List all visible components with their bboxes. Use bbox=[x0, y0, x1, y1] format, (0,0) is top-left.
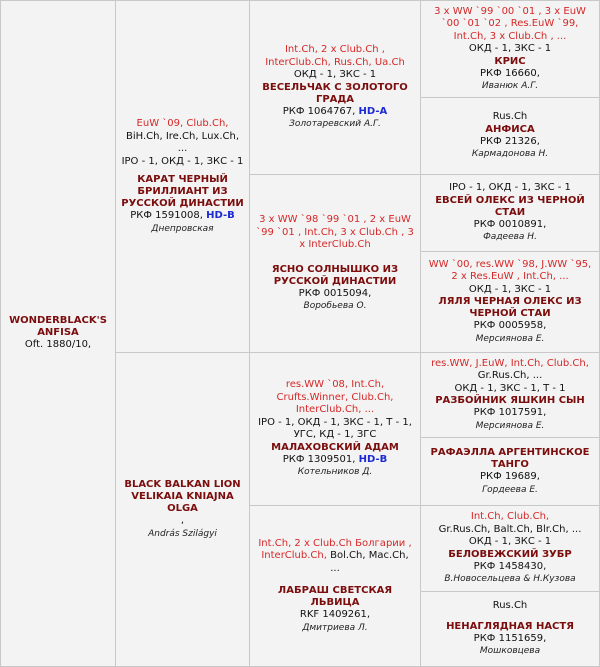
dd-reg: RKF 1409261, bbox=[299, 609, 371, 621]
dss-grades: ОКД - 1, ЗКС - 1, Т - 1 bbox=[454, 382, 566, 394]
sss-titles: 3 x WW `99 `00 `01 , 3 x EuW `00 `01 `02 , Res.EuW `99, Int.Ch, 3 x Club.Ch , ... bbox=[434, 5, 586, 42]
ds-owner: Котельников Д. bbox=[297, 467, 373, 478]
sdd-owner: Мерсиянова Е. bbox=[475, 333, 545, 344]
sire-owner: Днепровская bbox=[151, 223, 214, 234]
dsd-owner: Гордеева Е. bbox=[482, 484, 538, 495]
ds-titles-3: InterClub.Ch, ... bbox=[295, 404, 375, 416]
sire-titles: EuW `09, Club.Ch, bbox=[136, 118, 229, 129]
sdd-name[interactable]: ЛЯЛЯ ЧЕРНАЯ ОЛЕКС ИЗ ЧЕРНОЙ СТАИ bbox=[438, 296, 582, 320]
dd-titles-2-line bbox=[261, 550, 408, 563]
sds-grades: IPO - 1, ОКД - 1, ЗКС - 1 bbox=[449, 182, 571, 194]
ssd-name[interactable]: АНФИСА bbox=[485, 123, 535, 135]
ds-reg: РКФ 1309501, bbox=[282, 453, 356, 465]
ssd-reg: РКФ 21326, bbox=[480, 135, 540, 147]
sire-reg-line bbox=[130, 210, 234, 223]
ss-titles: Int.Ch, 2 x Club.Ch , bbox=[284, 44, 385, 56]
dss-cell bbox=[420, 352, 600, 438]
ddd-cell bbox=[420, 591, 600, 667]
ddd-owner: Мошковцева bbox=[479, 646, 541, 657]
sire-titles-3: ... bbox=[177, 143, 188, 154]
dam-separator: , bbox=[180, 515, 185, 526]
dsd-reg: РКФ 19689, bbox=[480, 471, 540, 482]
dd-titles-2: InterClub.Ch, bbox=[261, 550, 327, 562]
sd-owner: Воробьева О. bbox=[303, 301, 367, 312]
dds-cell bbox=[420, 505, 600, 592]
root-name[interactable]: WONDERBLACK'S ANFISA bbox=[9, 315, 107, 339]
dds-titles-2: Gr.Rus.Ch, Balt.Ch, Blr.Ch, ... bbox=[438, 523, 582, 535]
ssd-owner: Кармадонова Н. bbox=[471, 149, 549, 160]
dd-titles-3: ... bbox=[330, 562, 340, 574]
ds-cell bbox=[249, 352, 421, 506]
dam-name[interactable]: BLACK BALKAN LION VELIKAIA KNIAJNA OLGA bbox=[124, 479, 241, 514]
root-sub: Oft. 1880/10, bbox=[24, 339, 92, 351]
dss-titles-2: Gr.Rus.Ch, ... bbox=[477, 370, 543, 382]
sds-cell bbox=[420, 174, 600, 252]
sss-owner: Иванюк А.Г. bbox=[481, 81, 539, 91]
pedigree-root-cell bbox=[0, 0, 116, 667]
ddd-titles: Rus.Ch bbox=[492, 600, 528, 612]
dsd-name[interactable]: РАФАЭЛЛА АРГЕНТИНСКОЕ ТАНГО bbox=[430, 447, 590, 470]
ss-reg: РКФ 1064767, bbox=[282, 105, 356, 117]
sd-cell bbox=[249, 174, 421, 353]
ds-reg-line bbox=[283, 454, 387, 467]
dds-name[interactable]: БЕЛОВЕЖСКИЙ ЗУБР bbox=[448, 548, 572, 560]
ds-hd: HD-B bbox=[358, 453, 388, 465]
sds-owner: Фадеева Н. bbox=[483, 232, 537, 243]
ss-name[interactable]: ВЕСЕЛЬЧАК С ЗОЛОТОГО ГРАДА bbox=[262, 81, 408, 105]
sire-titles-2: BiH.Ch, Ire.Ch, Lux.Ch, bbox=[125, 130, 240, 142]
dds-titles: Int.Ch, Club.Ch, bbox=[470, 511, 550, 523]
sss-name[interactable]: КРИС bbox=[494, 55, 526, 67]
ddd-reg: РКФ 1151659, bbox=[473, 632, 547, 644]
sire-hd: HD-B bbox=[206, 210, 235, 221]
sss-reg: РКФ 16660, bbox=[480, 67, 540, 79]
sdd-reg: РКФ 0005958, bbox=[473, 320, 547, 332]
dss-titles: res.WW, J.EuW, Int.Ch, Club.Ch, bbox=[431, 357, 589, 369]
sds-name[interactable]: ЕВСЕЙ ОЛЕКС ИЗ ЧЕРНОЙ СТАИ bbox=[435, 194, 585, 218]
sss-cell bbox=[420, 0, 600, 98]
ss-owner: Золотаревский А.Г. bbox=[289, 119, 381, 130]
dsd-cell bbox=[420, 437, 600, 506]
ds-name[interactable]: МАЛАХОВСКИЙ АДАМ bbox=[271, 441, 399, 453]
sd-reg: РКФ 0015094, bbox=[298, 287, 372, 299]
dds-reg: РКФ 1458430, bbox=[473, 560, 547, 572]
dd-titles-2b: Bol.Ch, Mac.Ch, bbox=[330, 550, 409, 562]
dd-owner: Дмитриева Л. bbox=[302, 622, 368, 633]
sdd-grades: ОКД - 1, ЗКС - 1 bbox=[468, 283, 552, 295]
ss-grades: ОКД - 1, ЗКС - 1 bbox=[293, 69, 377, 81]
sire-grades: IPO - 1, ОКД - 1, ЗКС - 1 bbox=[121, 155, 244, 167]
sds-reg: РКФ 0010891, bbox=[473, 218, 547, 230]
sire-name[interactable]: КАРАТ ЧЕРНЫЙ БРИЛЛИАНТ ИЗ РУССКОЙ ДИНАСТИИ bbox=[121, 174, 244, 209]
ds-grades: IPO - 1, ОКД - 1, ЗКС - 1, Т - 1, УГС, КД - 1, ЗГС bbox=[258, 416, 412, 441]
ddd-name[interactable]: НЕНАГЛЯДНАЯ НАСТЯ bbox=[446, 620, 574, 632]
ds-titles: res.WW `08, Int.Ch, bbox=[285, 379, 385, 391]
ss-titles-2: InterClub.Ch, Rus.Ch, Ua.Ch bbox=[265, 56, 405, 68]
ss-reg-line bbox=[283, 106, 388, 119]
dds-owner: В.Новосельцева & Н.Кузова bbox=[444, 574, 576, 585]
sdd-cell bbox=[420, 251, 600, 353]
ssd-cell bbox=[420, 97, 600, 175]
sd-name[interactable]: ЯСНО СОЛНЫШКО ИЗ РУССКОЙ ДИНАСТИИ bbox=[271, 263, 399, 287]
ss-hd: HD-A bbox=[358, 105, 388, 117]
sire-reg: РКФ 1591008, bbox=[130, 210, 203, 221]
sd-titles: 3 x WW `98 `99 `01 , 2 x EuW `99 `01 , Int.Ch, 3 x Club.Ch , 3 x InterClub.Ch bbox=[256, 214, 414, 251]
ss-cell bbox=[249, 0, 421, 175]
sire-cell bbox=[115, 0, 250, 353]
dam-cell bbox=[115, 352, 250, 667]
sdd-titles: WW `00, res.WW `98, J.WW `95, 2 x Res.EuW , Int.Ch, ... bbox=[428, 258, 592, 283]
dd-titles: Int.Ch, 2 x Club.Ch Болгарии , bbox=[258, 537, 412, 549]
ds-titles-2: Crufts.Winner, Club.Ch, bbox=[276, 391, 394, 403]
ssd-titles: Rus.Ch bbox=[492, 111, 528, 123]
dss-name[interactable]: РАЗБОЙНИК ЯШКИН СЫН bbox=[435, 395, 585, 407]
dss-owner: Мерсиянова Е. bbox=[475, 420, 545, 431]
dds-grades: ОКД - 1, ЗКС - 1 bbox=[468, 536, 552, 548]
dd-cell bbox=[249, 505, 421, 667]
dam-owner: András Szilágyi bbox=[148, 528, 217, 539]
sss-grades: ОКД - 1, ЗКС - 1 bbox=[468, 43, 552, 54]
dss-reg: РКФ 1017591, bbox=[473, 407, 547, 419]
dd-name[interactable]: ЛАБРАШ СВЕТСКАЯ ЛЬВИЦА bbox=[277, 585, 393, 609]
